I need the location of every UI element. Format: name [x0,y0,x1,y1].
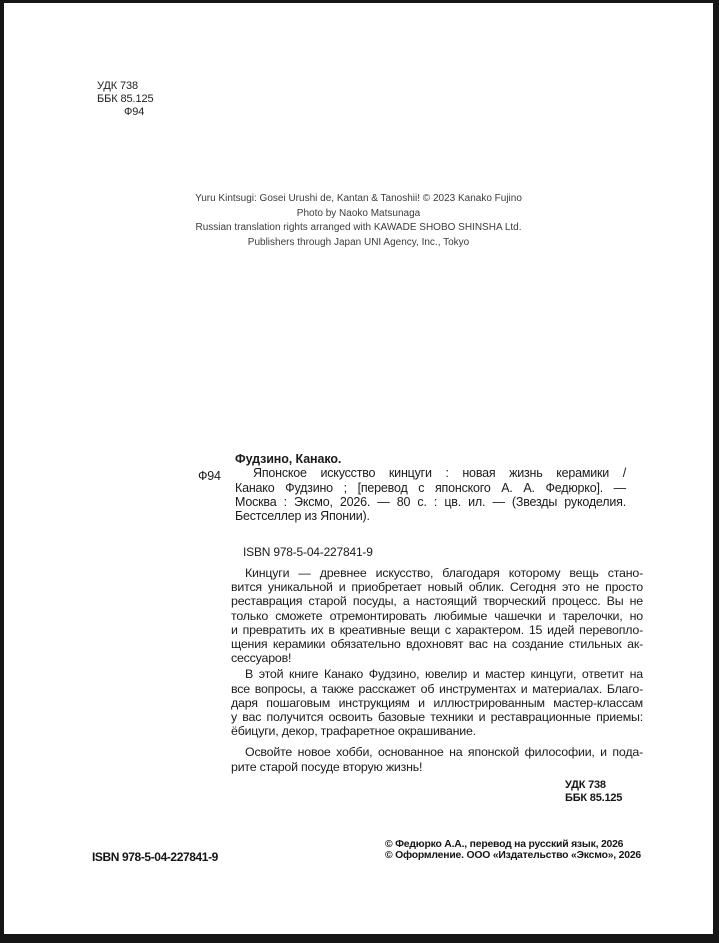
catalog-line: Японское искусство кинцуги : новая жизнь керамики / [253,466,626,481]
agency-line: Publishers through Japan UNI Agency, Inc., Tokyo [247,236,470,248]
annotation-line: все вопросы, а также расскажет об инструментах и материалах. Благо- [231,681,643,696]
english-copyright-block [4,192,713,250]
copyright-design: © Оформление. ООО «Издательство «Эксмо», 2026 [385,849,641,861]
translation-rights-line: Russian translation rights arranged with KAWADE SHOBO SHINSHA Ltd. [195,222,522,234]
annotation-line: сессуаров! [231,651,292,666]
annotation-line: реставрация старой посуды, а настоящий творческий процесс. Вы не [231,594,643,609]
catalog-line: Москва : Эксмо, 2026. — 80 с. : цв. ил. — (Звезды рукоделия. [235,494,626,509]
catalog-entry [198,452,630,523]
isbn: ISBN 978-5-04-227841-9 [243,545,373,559]
imprint-page [4,3,713,934]
annotation-line: В этой книге Канако Фудзино, ювелир и мастер кинцуги, ответит на [245,667,643,682]
photo-credit: Photo by Naoko Matsunaga [296,207,421,219]
annotation-paragraph-2 [231,667,643,738]
annotation-line: только сможете отремонтировать любимые чашечки и тарелочки, но [231,608,643,623]
footer-copyright-block [385,840,641,862]
annotation-line: и превратить их в креативные вещи с характером. 15 идей перевопло- [231,622,643,637]
annotation-line: Кинцуги — древнее искусство, благодаря которому вещь стано- [245,566,643,580]
annotation-line: рите старой посуде вторую жизнь! [231,759,423,774]
annotation-line: у вас получится освоить базовые техники и реставрационные приемы: [231,710,643,725]
classification-codes-bottom [565,779,622,805]
author-sign-entry: Ф94 [198,469,221,483]
author-sign: Ф94 [124,106,145,119]
annotation-line: Освойте новое хобби, основанное на японской философии, и пода- [245,745,643,760]
udk-code-bottom: УДК 738 [565,779,606,791]
footer-isbn: ISBN 978-5-04-227841-9 [92,850,218,864]
catalog-line: Канако Фудзино ; [перевод с японского А. А. Федюрко]. — [235,480,626,495]
annotation [231,566,643,774]
annotation-line: ёбицуги, декор, трафаретное окрашивание. [231,724,476,739]
annotation-paragraph-3 [231,745,643,773]
catalog-author-heading: Фудзино, Канако. [235,452,342,466]
classification-codes-top [97,80,154,120]
copyright-translation: © Федюрко А.А., перевод на русский язык, 2026 [385,839,624,850]
original-title-copyright: Yuru Kintsugi: Gosei Urushi de, Kantan & Tanoshii! © 2023 Kanako Fujino [195,193,522,204]
annotation-paragraph-1 [231,566,643,665]
annotation-line: вится уникальной и приобретает новый облик. Сегодня это не просто [231,580,643,595]
catalog-line: Бестселлер из Японии). [235,509,370,524]
annotation-line: щения керамики обязательно вдохновят вас на создание стильных ак- [231,637,643,652]
catalog-entry-body [235,452,626,523]
annotation-line: даря пошаговым инструкциям и иллюстрированным мастер-классам [231,695,643,710]
bbk-code: ББК 85.125 [97,93,154,106]
bbk-code-bottom: ББК 85.125 [565,791,623,804]
udk-code: УДК 738 [97,80,139,92]
